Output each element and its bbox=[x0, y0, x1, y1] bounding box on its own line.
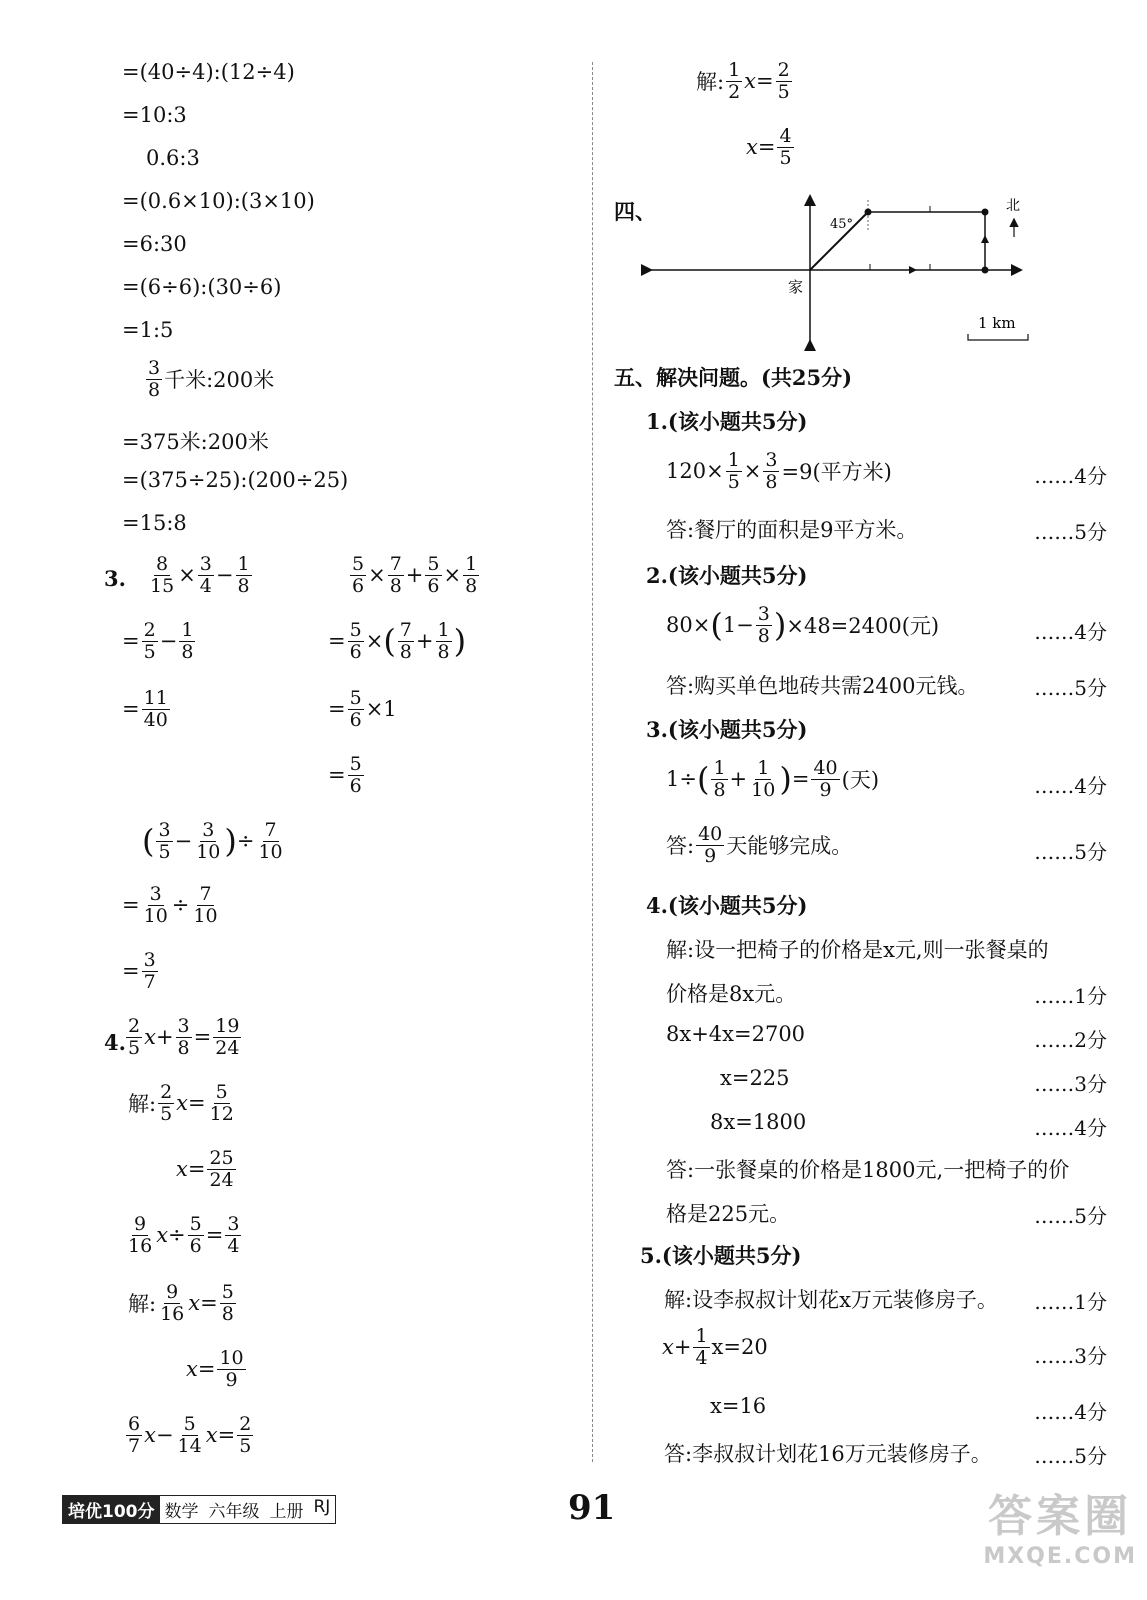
step: = $\frac{3}{10}$ ÷ $\frac{7}{10}$ bbox=[122, 883, 218, 927]
step: =10:3 bbox=[122, 103, 187, 127]
solution: x = $\frac{10}{9}$ bbox=[186, 1347, 244, 1391]
route-point bbox=[865, 209, 872, 216]
step: =(0.6×10):(3×10) bbox=[122, 189, 315, 213]
step: = $\frac{3}{7}$ bbox=[122, 949, 156, 993]
score: ……4分 bbox=[1034, 774, 1107, 798]
step: $\frac{3}{8}$ 千米:200米 bbox=[148, 357, 275, 401]
column-divider bbox=[592, 62, 593, 1462]
score: ……4分 bbox=[1034, 1116, 1107, 1140]
score: ……4分 bbox=[1034, 1400, 1107, 1424]
score: ……4分 bbox=[1034, 464, 1107, 488]
expression: $\frac{5}{6}$ × $\frac{7}{8}$ + $\frac{5}{6}$ × $\frac{1}{8}$ bbox=[352, 553, 478, 597]
angle-label: 45° bbox=[830, 217, 854, 232]
brand-label: 培优100分 bbox=[63, 1496, 160, 1523]
answer: 格是225元。 bbox=[666, 1202, 791, 1226]
route-map bbox=[640, 192, 1040, 352]
equation: 120× $\frac{1}{5}$ × $\frac{3}{8}$ =9(平方米) bbox=[666, 449, 892, 493]
equation: x=225 bbox=[720, 1066, 790, 1090]
step: = $\frac{11}{40}$ bbox=[122, 687, 168, 731]
score: ……5分 bbox=[1034, 840, 1107, 864]
equation: $\frac{2}{5}$ x + $\frac{3}{8}$ = $\frac{19}{24}$ bbox=[128, 1015, 240, 1059]
score: ……5分 bbox=[1034, 1444, 1107, 1468]
score: ……4分 bbox=[1034, 620, 1107, 644]
step: =(40÷4):(12÷4) bbox=[122, 60, 295, 84]
problem-heading: 1.(该小题共5分) bbox=[646, 409, 808, 434]
solution: 解: $\frac{1}{2}$ x = $\frac{2}{5}$ bbox=[696, 59, 790, 103]
step: = $\frac{5}{6}$ bbox=[328, 753, 362, 797]
footer-book-info bbox=[62, 1495, 336, 1524]
solution: 解: $\frac{9}{16}$ x = $\frac{5}{8}$ bbox=[128, 1281, 234, 1325]
step: =1:5 bbox=[122, 318, 174, 342]
answer: 答:李叔叔计划花16万元装修房子。 bbox=[664, 1442, 992, 1466]
expression: ( $\frac{3}{5}$ − $\frac{3}{10}$ ) ÷ $\frac{7}{10}$ bbox=[142, 819, 283, 863]
question-number: 3. bbox=[104, 566, 126, 591]
north-label: 北 bbox=[1006, 198, 1020, 214]
score: ……5分 bbox=[1034, 1204, 1107, 1228]
equation: 1÷ ( $\frac{1}{8}$ + $\frac{1}{10}$ ) = $\frac{40}{9}$ (天) bbox=[666, 757, 880, 801]
page-number: 91 bbox=[568, 1488, 616, 1528]
answer: 答:购买单色地砖共需2400元钱。 bbox=[666, 674, 979, 698]
problem-heading: 4.(该小题共5分) bbox=[646, 893, 808, 918]
route-point bbox=[982, 209, 989, 216]
score: ……3分 bbox=[1034, 1072, 1107, 1096]
score: ……2分 bbox=[1034, 1028, 1107, 1052]
answer: 答:一张餐桌的价格是1800元,一把椅子的价 bbox=[666, 1158, 1070, 1182]
answer: 答: $\frac{40}{9}$ 天能够完成。 bbox=[666, 823, 853, 867]
solution-text: 价格是8x元。 bbox=[666, 982, 797, 1006]
step: =(6÷6):(30÷6) bbox=[122, 275, 282, 299]
solution: x = $\frac{25}{24}$ bbox=[176, 1147, 234, 1191]
equation: $\frac{9}{16}$ x ÷ $\frac{5}{6}$ = $\frac{3}{4}$ bbox=[128, 1213, 240, 1257]
equation: $\frac{6}{7}$ x − $\frac{5}{14}$ x = $\frac{2}{5}$ bbox=[128, 1413, 252, 1457]
equation: x=16 bbox=[710, 1394, 767, 1418]
edition-label: RJ bbox=[313, 1497, 331, 1517]
scale-label: 1 km bbox=[978, 314, 1016, 332]
equation: x + $\frac{1}{4}$ x=20 bbox=[662, 1325, 768, 1369]
step: = $\frac{5}{6}$ × ( $\frac{7}{8}$ + $\frac{1}{8}$ ) bbox=[328, 619, 467, 663]
step: = $\frac{2}{5}$ − $\frac{1}{8}$ bbox=[122, 619, 194, 663]
equation: 80× ( 1− $\frac{3}{8}$ ) ×48=2400(元) bbox=[666, 603, 940, 647]
score: ……1分 bbox=[1034, 984, 1107, 1008]
solution: x = $\frac{4}{5}$ bbox=[746, 125, 792, 169]
scale-bar bbox=[968, 334, 1028, 340]
equation: 8x+4x=2700 bbox=[666, 1022, 806, 1046]
score: ……5分 bbox=[1034, 676, 1107, 700]
answer: 答:餐厅的面积是9平方米。 bbox=[666, 518, 918, 542]
step: =375米:200米 bbox=[122, 430, 269, 454]
route-point bbox=[982, 267, 989, 274]
step: =(375÷25):(200÷25) bbox=[122, 468, 349, 492]
problem-heading: 5.(该小题共5分) bbox=[640, 1243, 802, 1268]
equation: 8x=1800 bbox=[710, 1110, 807, 1134]
section-heading: 五、解决问题。(共25分) bbox=[614, 365, 853, 390]
score: ……5分 bbox=[1034, 520, 1107, 544]
grade-label: 六年级 bbox=[208, 1502, 260, 1522]
step: 0.6:3 bbox=[146, 146, 200, 170]
expression: $\frac{8}{15}$ × $\frac{3}{4}$ − $\frac{1}{8}$ bbox=[150, 553, 250, 597]
step: =15:8 bbox=[122, 511, 187, 535]
step: =6:30 bbox=[122, 232, 187, 256]
home-label: 家 bbox=[788, 278, 804, 296]
section-heading: 四、 bbox=[614, 199, 656, 224]
solution-text: 解:设李叔叔计划花x万元装修房子。 bbox=[664, 1288, 998, 1312]
score: ……3分 bbox=[1034, 1344, 1107, 1368]
term-label: 上册 bbox=[269, 1502, 304, 1522]
problem-heading: 3.(该小题共5分) bbox=[646, 717, 808, 742]
watermark-logo: 答案圈 MXQE.COM bbox=[983, 1491, 1137, 1569]
solution: 解: $\frac{2}{5}$ x = $\frac{5}{12}$ bbox=[128, 1081, 234, 1125]
subject-label: 数学 bbox=[164, 1502, 199, 1522]
problem-heading: 2.(该小题共5分) bbox=[646, 563, 808, 588]
step: = $\frac{5}{6}$ ×1 bbox=[328, 687, 397, 731]
solution-text: 解:设一把椅子的价格是x元,则一张餐桌的 bbox=[666, 938, 1049, 962]
question-number: 4. bbox=[104, 1030, 126, 1055]
score: ……1分 bbox=[1034, 1290, 1107, 1314]
